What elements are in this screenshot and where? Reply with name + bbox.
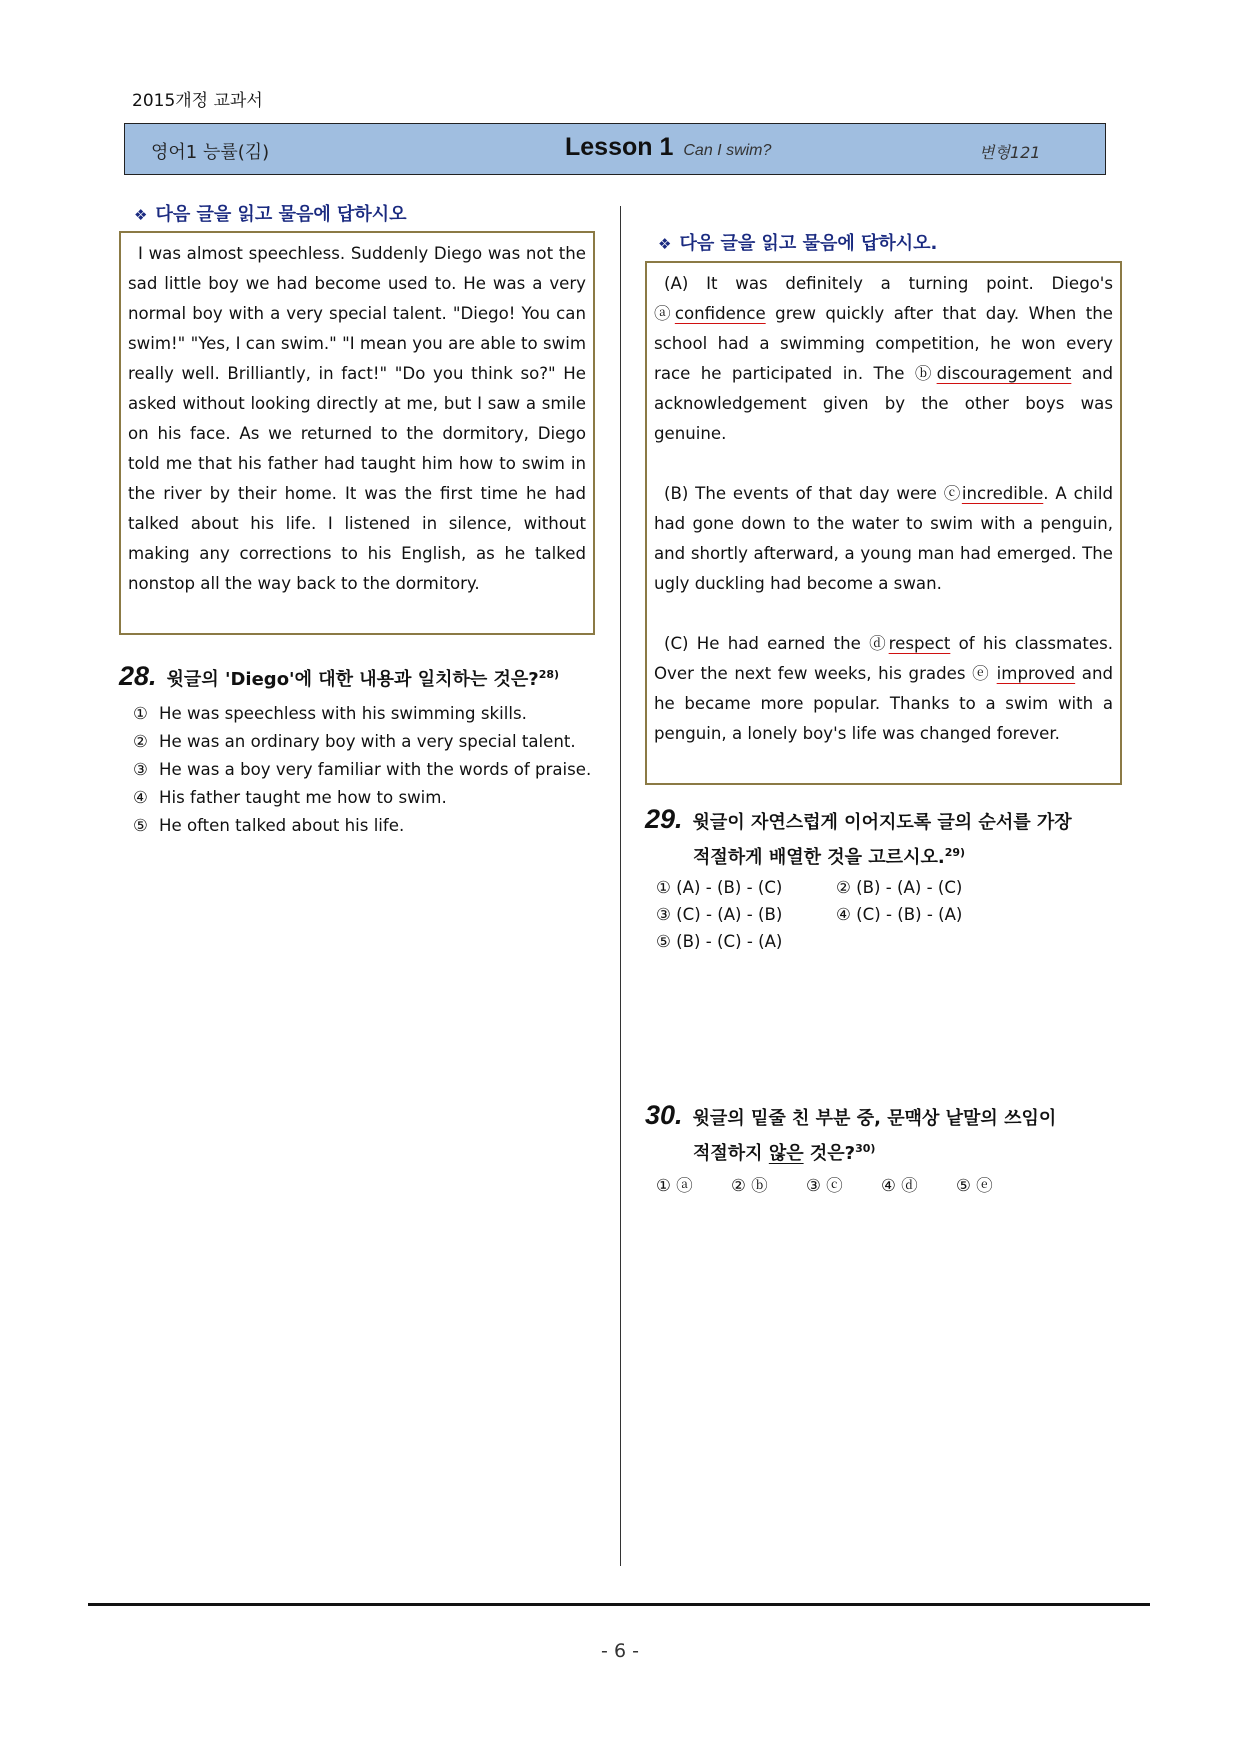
option-mark: ③ — [133, 760, 148, 779]
page-number: - 6 - — [601, 1640, 639, 1662]
option-3[interactable]: ③ ⓒ — [806, 1176, 843, 1195]
marker-b: ⓑ — [914, 364, 937, 383]
paragraph-b — [654, 479, 1113, 599]
option-text: He was a boy very familiar with the words of praise. — [159, 760, 592, 779]
question-number: 29. — [645, 804, 683, 834]
right-instruction — [658, 229, 937, 255]
option-4[interactable] — [133, 784, 595, 812]
option-3[interactable] — [133, 756, 595, 784]
left-instruction — [134, 200, 407, 226]
text: and acknowledgement given by the other boys was genuine. — [654, 364, 1114, 443]
option-mark: ④ — [133, 788, 148, 807]
lesson-number: Lesson 1 — [565, 133, 674, 161]
footnote-ref: 30) — [855, 1142, 876, 1155]
text: grew quickly after that day. When the school had a swimming competition, he won every race he participated in. The — [654, 304, 1114, 383]
option-4[interactable]: ④ (C) - (B) - (A) — [836, 905, 963, 924]
option-text: He was an ordinary boy with a very special talent. — [159, 732, 576, 751]
option-text: He often talked about his life. — [159, 816, 405, 835]
marker-a: ⓐ — [654, 304, 675, 323]
option-2[interactable]: ② ⓑ — [731, 1176, 768, 1195]
instruction-text: 다음 글을 읽고 물음에 답하시오. — [679, 233, 938, 254]
option-3[interactable]: ③ (C) - (A) - (B) — [656, 905, 783, 924]
column-divider — [620, 206, 621, 1566]
underlined-word-e: improved — [996, 664, 1076, 683]
option-5[interactable]: ⑤ ⓔ — [956, 1176, 993, 1195]
option-text: He was speechless with his swimming skills. — [159, 704, 527, 723]
underlined-word-a: confidence — [674, 304, 766, 323]
text: (B) The events of that day were — [664, 484, 944, 503]
question-line-2-wrap — [645, 1134, 1122, 1169]
option-2[interactable]: ② (B) - (A) - (C) — [836, 878, 963, 897]
diamond-bullet-icon: ❖ — [134, 206, 148, 224]
lesson-title — [565, 133, 771, 162]
question-line-1: 윗글이 자연스럽게 이어지도록 글의 순서를 가장 — [692, 812, 1072, 833]
question-30-options — [656, 1172, 1031, 1196]
lesson-subtitle: Can I swim? — [683, 142, 772, 159]
question-28-title — [119, 660, 559, 695]
option-mark: ② — [133, 732, 148, 751]
question-line-1: 윗글의 밑줄 친 부분 중, 문맥상 낱말의 쓰임이 — [692, 1108, 1057, 1129]
question-28-options — [133, 700, 595, 840]
option-5[interactable] — [133, 812, 595, 840]
option-5[interactable]: ⑤ (B) - (C) - (A) — [656, 932, 783, 951]
question-line-2-wrap — [645, 838, 1122, 873]
footnote-ref: 29) — [944, 846, 966, 859]
text: of his classmates. Over the next few weeks, his grades — [654, 634, 1114, 683]
paragraph-a — [654, 269, 1113, 449]
marker-e: ⓔ — [972, 664, 991, 683]
diamond-bullet-icon: ❖ — [658, 235, 672, 253]
marker-d: ⓓ — [869, 634, 889, 653]
question-line-2-end: 것은? — [803, 1143, 856, 1164]
question-line-2: 적절하지 — [693, 1143, 769, 1164]
option-4[interactable]: ④ ⓓ — [881, 1176, 918, 1195]
option-1[interactable] — [133, 700, 595, 728]
option-mark: ① — [133, 704, 148, 723]
text: and he became more popular. Thanks to a swim with a penguin, a lonely boy's life was changed forever. — [654, 664, 1113, 743]
variant-label: 변형121 — [979, 143, 1041, 162]
instruction-text: 다음 글을 읽고 물음에 답하시오 — [155, 204, 407, 225]
text: (C) He had earned the — [664, 634, 870, 653]
passage-box-left — [119, 231, 595, 635]
footnote-ref: 28) — [538, 668, 560, 681]
paragraph-c — [654, 629, 1113, 749]
option-mark: ⑤ — [133, 816, 148, 835]
textbook-name: 영어1 능률(김) — [151, 142, 270, 163]
top-label: 2015개정 교과서 — [132, 91, 263, 111]
option-1[interactable]: ① ⓐ — [656, 1176, 693, 1195]
question-30-title — [645, 1100, 1122, 1169]
text: . A child had gone down to the water to swim with a penguin, and shortly afterward, a young man had emerged. The ugly duckling had become a swan. — [654, 484, 1113, 593]
option-1[interactable]: ① (A) - (B) - (C) — [656, 878, 783, 897]
text: (A) It was definitely a turning point. Diego's — [664, 274, 1113, 293]
question-text: 윗글의 'Diego'에 대한 내용과 일치하는 것은? — [166, 669, 539, 690]
question-number: 28. — [119, 661, 157, 691]
underlined-word-c: incredible — [961, 484, 1044, 503]
question-29-options — [656, 874, 1016, 955]
question-29-title — [645, 804, 1122, 873]
option-2[interactable] — [133, 728, 595, 756]
option-text: His father taught me how to swim. — [159, 788, 447, 807]
marker-c: ⓒ — [943, 484, 962, 503]
question-number: 30. — [645, 1100, 683, 1130]
passage-text: I was almost speechless. Suddenly Diego was not the sad little boy we had become used to. He was a very normal boy with a very special talent. "Diego! You can swim!" "Yes, I can swim." "I mean you are able to swim really well. Brilliantly, in fact!" "Do you think so?" He asked without looking directly at me, but I saw a smile on his face. As we returned to the dormitory, Diego told me that his father had taught him how to swim in the river by their home. It was the first time he had talked about his life. I listened in silence, without making any corrections to his English, as he talked nonstop all the way back to the dormitory. — [128, 244, 586, 593]
emphasis-underlined: 않은 — [768, 1143, 804, 1164]
footer-divider — [88, 1603, 1150, 1606]
underlined-word-d: respect — [888, 634, 951, 653]
question-line-2: 적절하게 배열한 것을 고르시오. — [693, 847, 945, 868]
passage-box-right — [645, 261, 1122, 785]
underlined-word-b: discouragement — [936, 364, 1072, 383]
lesson-header-bar — [124, 123, 1106, 175]
